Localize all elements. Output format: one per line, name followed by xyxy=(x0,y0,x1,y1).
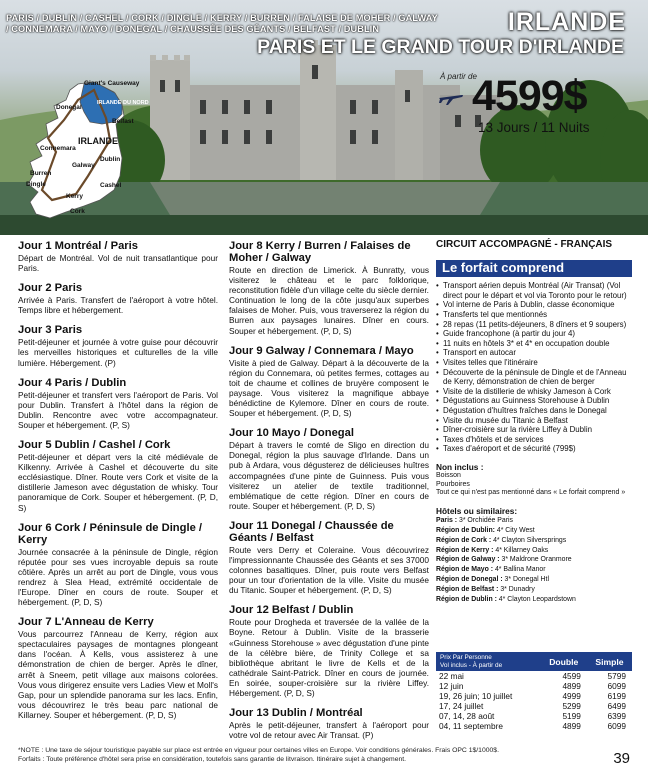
hotel-row xyxy=(436,575,632,585)
non-inclus-item: Boisson xyxy=(436,471,461,479)
price-caption-line1: Prix Par Personne xyxy=(440,654,492,661)
included-item: • Transferts tel que mentionnés xyxy=(436,310,632,320)
hotel-region: Région de Mayo : xyxy=(436,566,494,574)
day-item xyxy=(18,439,218,513)
price-table xyxy=(436,652,632,731)
route-line-1: PARIS / DUBLIN / CASHEL / CORK / DINGLE / KERRY / BURREN / FALAISE DE MOHER / GALWAY xyxy=(6,13,438,23)
day-title: Jour 1 Montréal / Paris xyxy=(18,240,138,252)
hotel-region: Région de Kerry : xyxy=(436,546,494,554)
price-date: 22 mai xyxy=(439,671,464,681)
price-row xyxy=(436,711,632,721)
package-column xyxy=(436,240,632,605)
day-item xyxy=(18,522,218,608)
non-inclus-item: Tout ce qui n'est pas mentionné dans « Le forfait comprend » xyxy=(436,489,626,497)
hotel-name: 4* City West xyxy=(496,526,535,534)
included-item: • Vol interne de Paris à Dublin, classe économique xyxy=(436,300,632,310)
hotel-row xyxy=(436,595,632,605)
included-item: • Taxes d'aéroport et de sécurité (799$) xyxy=(436,444,632,454)
price-simple: 5799 xyxy=(607,671,626,681)
map-label-dublin: Dublin xyxy=(100,156,121,163)
day-text: Route vers Derry et Coleraine. Vous découvrirez l'impressionnante Chaussée des Géants et ses 37000 colonnes basaltiques. Dîner, puis route vers Belfast pour un tour d'orientation de la ville. Visite du musée du Titanic. Souper et hébergement. (P, D, S) xyxy=(229,544,429,596)
included-item: • 11 nuits en hôtels 3* et 4* en occupation double xyxy=(436,339,632,349)
included-item: • Visite du musée du Titanic à Belfast xyxy=(436,416,632,426)
map-label-belfast: Belfast xyxy=(112,118,134,125)
airplane-icon xyxy=(438,88,464,106)
price: 4599$ xyxy=(472,72,587,120)
hotel-row xyxy=(436,536,632,546)
day-item xyxy=(18,616,218,720)
price-double: 4599 xyxy=(562,671,581,681)
included-item: • Transport aérien depuis Montréal (Air Transat) (Vol direct pour le départ et vol via Toronto pour le retour) xyxy=(436,281,632,300)
day-title: Jour 7 L'Anneau de Kerry xyxy=(18,616,154,629)
price-row xyxy=(436,671,632,681)
footer-note-2: Forfaits : Toute préférence d'hôtel sera prise en considération, toutefois sans garantie de litvraison. Itinéraire sujet à changement. xyxy=(18,755,407,763)
day-title: Jour 2 Paris xyxy=(18,282,83,295)
day-text: Route en direction de Limerick. À Bunratty, vous visiterez le château et le parc folklorique, reconstitution fidèle d'un village celte du siècle dernier. Continuation le long de la côte jusqu'aux superbes falaises de Moher. Puis, vous traverserez la région du Burren aux paysages lunaires. Dîner en cours. Souper et hébergement. (P, D, S) xyxy=(229,265,429,336)
included-item: • Dîner-croisière sur la rivière Liffey à Dublin xyxy=(436,425,632,435)
day-title: Jour 6 Cork / Péninsule de Dingle / Kerry xyxy=(18,521,203,546)
col-simple-header: Simple xyxy=(587,652,632,671)
price-row xyxy=(436,721,632,731)
price-simple: 6499 xyxy=(607,701,626,711)
day-item xyxy=(229,345,429,419)
price-date: 17, 24 juillet xyxy=(439,701,484,711)
hotel-name: 3* Dunadry xyxy=(500,586,535,594)
day-item xyxy=(18,240,218,273)
price-row xyxy=(436,691,632,701)
map-label-kerry: Kerry xyxy=(66,193,83,200)
price-double: 4899 xyxy=(562,681,581,691)
price-table-caption xyxy=(436,652,541,671)
day-item xyxy=(18,324,218,367)
map-label-dingle: Dingle xyxy=(26,181,46,188)
route-list xyxy=(6,13,438,35)
price-date: 19, 26 juin; 10 juillet xyxy=(439,691,513,701)
price-double: 5299 xyxy=(562,701,581,711)
hotel-region: Région de Donegal : xyxy=(436,576,503,584)
day-text: Journée consacrée à la péninsule de Dingle, région réputée pour ses vues incroyable depuis sa route côtière. Après un arrêt au port de Dingle, vous vous rendrez à Slea Head, extrémité occidentale de l'Europe. Dîner en cours de route. Souper et hébergement. (P, D, S) xyxy=(18,546,218,608)
hotel-name: 3* Donegal Htl xyxy=(504,576,549,584)
day-item xyxy=(18,377,218,430)
hotel-name: 4* Clayton Silversprings xyxy=(493,536,567,544)
footer-notes xyxy=(18,747,618,764)
price-table-header xyxy=(436,652,632,671)
hotels-heading: Hôtels ou similaires: xyxy=(436,505,518,516)
circuit-label: CIRCUIT ACCOMPAGNÉ - FRANÇAIS xyxy=(436,239,613,250)
hotel-name: 3* Orchidée Paris xyxy=(459,516,514,524)
price-row xyxy=(436,701,632,711)
from-label: À partir de xyxy=(440,72,477,81)
price-caption-line2: Vol inclus - À partir de xyxy=(440,661,503,669)
day-item xyxy=(229,240,429,336)
route-line-2: / CONNEMARA / MAYO / DONEGAL / CHAUSSÉE DES GÉANTS / BELFAST / DUBLIN xyxy=(6,24,380,34)
day-item xyxy=(229,520,429,595)
day-text: Arrivée à Paris. Transfert de l'aéroport à votre hôtel. Temps libre et hébergement. xyxy=(18,295,218,316)
non-inclus-heading: Non inclus : xyxy=(436,461,484,472)
day-title: Jour 4 Paris / Dublin xyxy=(18,376,127,389)
duration: 13 Jours / 11 Nuits xyxy=(478,120,590,135)
map-label-galway: Galway xyxy=(72,162,95,169)
included-item: • Visite de la distillerie de whisky Jameson à Cork xyxy=(436,387,632,397)
day-text: Petit-déjeuner et départ vers la cité médiévale de Kilkenny. Arrivée à Cashel et découverte du site ecclésiastique. Dîner. Route vers Cork et visite de la distillerie Jameson avec dégustation de whisky. Tour panoramique de Cork. Souper et hébergement. (P, D, S) xyxy=(18,452,218,513)
day-text: Vous parcourrez l'Anneau de Kerry, région aux spectaculaires paysages de montagnes plongeant dans l'océan. À Kells, vous assisterez à une démonstration de chien de berger. Après le dîner, arrêt à Sneem, petit village aux maisons colorées. Vous vous dirigerez ensuite vers Ladies View et Moll's Gap, pour un splendide panorama sur les lacs. Enfin, vous découvrirez le très beau parc national de Killarney. Souper et hébergement. (P, D, S) xyxy=(18,629,218,720)
day-text: Route pour Drogheda et traversée de la vallée de la Boyne. Retour à Dublin. Visite de la brasserie «Guinness Storehouse » avec dégustation d'une pinte de la célèbre bière, de Trinity College et sa bibliothèque abritant le livre de Kells et de la cathédrale Saint-Patrick. Dîner en cours de journée. En soirée, souper-croisière sur la rivière Liffey. Hébergement. (P, D, S) xyxy=(229,617,429,698)
hotel-row xyxy=(436,526,632,536)
price-double: 4899 xyxy=(562,721,581,731)
day-title: Jour 3 Paris xyxy=(18,324,83,337)
itinerary-column-1 xyxy=(18,240,218,729)
price-date: 07, 14, 28 août xyxy=(439,711,495,721)
tour-title: PARIS ET LE GRAND TOUR D'IRLANDE xyxy=(257,36,624,58)
day-item xyxy=(229,604,429,698)
itinerary-column-2 xyxy=(229,240,429,749)
included-item: • Taxes d'hôtels et de services xyxy=(436,435,632,445)
col-double-header: Double xyxy=(541,652,587,671)
price-date: 04, 11 septembre xyxy=(439,721,503,731)
price-box xyxy=(432,72,632,142)
hotel-region: Région de Belfast : xyxy=(436,586,499,594)
hotel-name: 3* Maldrone Oranmore xyxy=(501,556,572,564)
included-item: • 28 repas (11 petits-déjeuners, 8 dîners et 9 soupers) xyxy=(436,320,632,330)
hotel-region: Région de Galway : xyxy=(436,556,500,564)
map-label-connemara: Connemara xyxy=(40,145,76,152)
day-title: Jour 9 Galway / Connemara / Mayo xyxy=(229,344,414,357)
included-list xyxy=(436,281,632,454)
hotel-row xyxy=(436,555,632,565)
day-text: Départ de Montréal. Vol de nuit transatlantique pour Paris. xyxy=(18,253,218,274)
day-title: Jour 13 Dublin / Montréal xyxy=(229,707,363,720)
day-title: Jour 12 Belfast / Dublin xyxy=(229,604,354,617)
map-label-giants: Giant's Causeway xyxy=(84,80,140,87)
day-title: Jour 11 Donegal / Chaussée de Géants / Belfast xyxy=(229,519,394,544)
price-simple: 6199 xyxy=(607,691,626,701)
map-label-northern-ireland: IRLANDE DU NORD xyxy=(97,100,149,106)
day-item xyxy=(229,427,429,511)
day-text: Départ à travers le comté de Sligo en direction du Donegal, région la plus sauvage d'Irlande. Dans un pub à Ardara, vous dégusterez de délicieuses huîtres accompagnées d'une pinte de Guinness. Puis vous visiterez un atelier de textile traditionnel, emblématique de cette région. Dîner en cours de route. Souper et hébergement. (P, D, S) xyxy=(229,440,429,511)
included-item: • Découverte de la péninsule de Dingle et de l'Anneau de Kerry, démonstration de chien de berger xyxy=(436,368,632,387)
hotel-row xyxy=(436,565,632,575)
included-item: • Dégustation d'huîtres fraîches dans le Donegal xyxy=(436,406,632,416)
day-text: Petit-déjeuner et journée à votre guise pour découvrir les merveilles historiques et culturelles de la ville lumière. Hébergement. (P) xyxy=(18,337,218,368)
day-title: Jour 8 Kerry / Burren / Falaises de Moher / Galway xyxy=(229,240,411,264)
day-title: Jour 5 Dublin / Cashel / Cork xyxy=(18,439,171,452)
hotel-row xyxy=(436,516,632,526)
hotel-name: 4* Ballina Manor xyxy=(494,566,546,574)
price-double: 4999 xyxy=(562,691,581,701)
included-item: • Visites telles que l'itinéraire xyxy=(436,358,632,368)
map-label-burren: Burren xyxy=(30,170,52,177)
country-title: IRLANDE xyxy=(507,8,626,36)
day-item xyxy=(229,707,429,740)
map-label-cashel: Cashel xyxy=(100,182,122,189)
map-label-cork: Cork xyxy=(70,208,85,215)
footer-note-1: *NOTE : Une taxe de séjour touristique payable sur place est entrée en vigueur pour certaines villes en Europe. Voir conditions générales. Frais OPC 1$/1000$. xyxy=(18,747,499,754)
price-simple: 6099 xyxy=(607,721,626,731)
price-date: 12 juin xyxy=(439,681,464,691)
included-item: • Transport en autocar xyxy=(436,348,632,358)
hero-banner xyxy=(0,0,648,235)
hotel-row xyxy=(436,585,632,595)
day-title: Jour 10 Mayo / Donegal xyxy=(229,427,354,440)
hotel-region: Région de Cork : xyxy=(436,536,492,544)
hotel-name: 4* Clayton Leopardstown xyxy=(498,596,576,604)
price-row xyxy=(436,681,632,691)
day-text: Visite à pied de Galway. Départ à la découverte de la région du Connemara, où petites fermes, cottages au toit de chaume et collines de bruyère composent le paysage. Vous visiterez la magnifique abbaye bénédictine de Kylemore. Dîner en cours de route. Souper et hébergement. (P, D, S) xyxy=(229,357,429,419)
non-inclus-item: Pourboires xyxy=(436,480,470,488)
page-number: 39 xyxy=(613,750,630,767)
price-simple: 6099 xyxy=(607,681,626,691)
map-label-donegal: Donegal xyxy=(56,104,82,111)
hotel-name: 4* Killarney Oaks xyxy=(495,546,549,554)
price-double: 5199 xyxy=(562,711,581,721)
day-text: Petit-déjeuner et transfert vers l'aéroport de Paris. Vol pour Dublin. Transfert à l'hôtel dans la région de Dublin. Rencontre avec votre accompagnateur. Souper et hébergement. (P, S) xyxy=(18,389,218,430)
hotel-region: Région de Dublin: xyxy=(436,526,495,534)
day-text: Après le petit-déjeuner, transfert à l'aéroport pour votre vol de retour avec Air Transat. (P) xyxy=(229,720,429,741)
hotel-region: Région de Dublin : xyxy=(436,596,497,604)
price-simple: 6399 xyxy=(607,711,626,721)
included-item: • Dégustations au Guinness Storehouse à Dublin xyxy=(436,396,632,406)
hotel-region: Paris : xyxy=(436,516,458,524)
forfait-heading: Le forfait comprend xyxy=(436,260,632,277)
map-label-irlande: IRLANDE xyxy=(78,136,118,146)
included-item: • Guide francophone (à partir du jour 4) xyxy=(436,329,632,339)
day-item xyxy=(18,282,218,315)
hotel-row xyxy=(436,546,632,556)
